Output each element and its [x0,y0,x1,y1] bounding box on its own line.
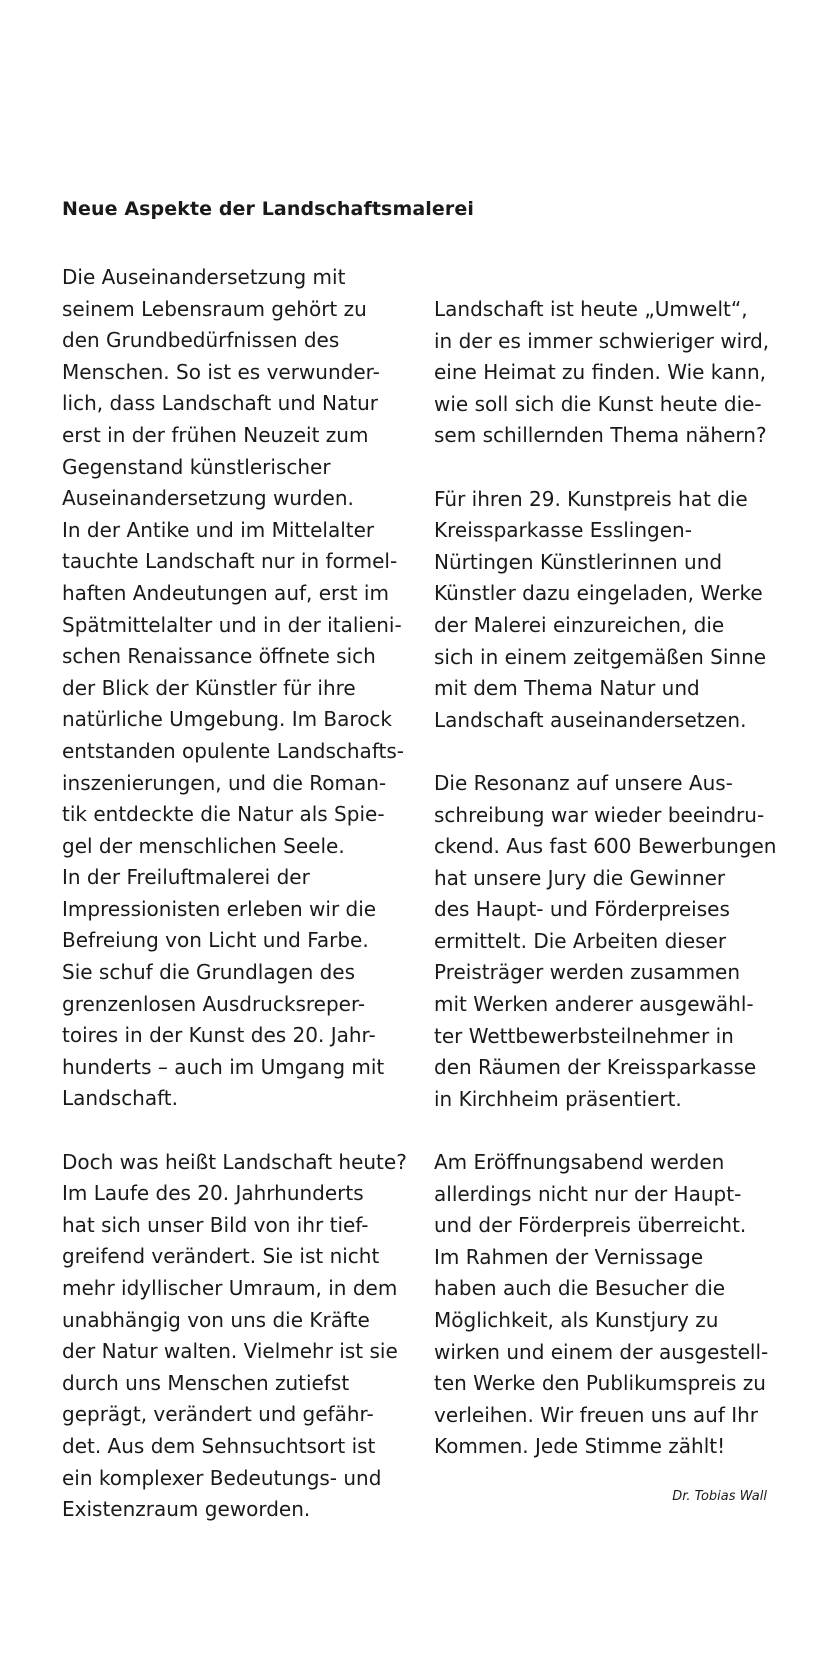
text-line: wirken und einem der ausgestell- [434,1339,769,1364]
paragraph-gap [434,736,774,768]
text-line: Am Eröffnungsabend werden [434,1150,725,1175]
text-line: Möglichkeit, als Kunstjury zu [434,1308,719,1332]
text-line: Kreissparkasse Esslingen- [434,518,692,543]
paragraph-gap [62,1115,402,1147]
text-line: ter Wettbewerbsteilnehmer in [434,1023,734,1048]
text-line: natürliche Umgebung. Im Barock [62,707,393,732]
text-line: Sie schuf die Grundlagen des [62,960,356,985]
text-line: verleihen. Wir freuen uns auf Ihr [434,1402,759,1427]
text-line: geprägt, verändert und gefähr- [62,1402,374,1427]
text-line: Spätmittelalter und in der italieni- [62,612,402,637]
text-line: Befreiung von Licht und Farbe. [62,928,369,953]
text-line: In der Freiluftmalerei der [62,865,310,890]
text-line: des Haupt- und Förderpreises [434,897,730,922]
text-line: seinem Lebensraum gehört zu [62,296,367,321]
text-line: Im Laufe des 20. Jahrhunderts [62,1181,364,1206]
text-line: grenzenlosen Ausdrucksreper- [62,991,366,1016]
text-line: hat sich unser Bild von ihr tief- [62,1212,369,1237]
text-line: toires in der Kunst des 20. Jahr- [62,1023,376,1048]
text-line: den Räumen der Kreissparkasse [434,1055,757,1080]
text-line: Die Resonanz auf unsere Aus- [434,770,733,795]
text-line: Die Auseinandersetzung mit [62,265,346,289]
text-line: mit dem Thema Natur und [434,676,700,701]
text-line: wie soll sich die Kunst heute die- [434,391,762,416]
text-line: Gegenstand künstlerischer [62,454,331,479]
text-line: den Grundbedürfnissen des [62,328,340,353]
text-line: Im Rahmen der Vernissage [434,1244,704,1269]
text-line: Preisträger werden zusammen [434,960,741,985]
text-line: unabhängig von uns die Kräfte [62,1307,370,1332]
text-line: haften Andeutungen auf, erst im [62,580,389,605]
text-line: lich, dass Landschaft und Natur [62,391,379,416]
text-line: entstanden opulente Landschafts- [62,738,404,763]
text-line: mehr idyllischer Umraum, in dem [62,1276,398,1300]
text-line: eine Heimat zu finden. Wie kann, [434,360,766,385]
text-line: ten Werke den Publikumspreis zu [434,1371,766,1396]
text-line: Doch was heißt Landschaft heute? [62,1149,407,1174]
text-line: und der Förderpreis überreicht. [434,1213,747,1238]
text-line: tauchte Landschaft nur in formel- [62,549,398,574]
text-line: schreibung war wieder beeindru- [434,802,765,827]
text-line: inszenierungen, und die Roman- [62,770,387,795]
text-line: Für ihren 29. Kunstpreis hat die [434,486,748,511]
left-text-column [62,262,407,1526]
text-line: ckend. Aus fast 600 Bewerbungen [434,834,777,859]
right-text-column [434,294,777,1463]
text-line: erst in der frühen Neuzeit zum [62,422,369,447]
text-line: Künstler dazu eingeladen, Werke [434,581,763,606]
text-line: Auseinandersetzung wurden. [62,486,354,511]
text-line: schen Renaissance öffnete sich [62,644,376,669]
paragraph-gap [434,452,774,484]
text-line: gel der menschlichen Seele. [62,833,345,858]
text-line: tik entdeckte die Natur als Spie- [62,802,385,827]
text-line: hat unsere Jury die Gewinner [434,865,726,890]
text-line: der Blick der Künstler für ihre [62,675,356,700]
paragraph-gap [434,1115,774,1147]
text-line: mit Werken anderer ausgewähl- [434,992,754,1017]
text-line: in Kirchheim präsentiert. [434,1086,682,1111]
text-line: Impressionisten erleben wir die [62,896,377,921]
text-line: durch uns Menschen zutiefst [62,1370,350,1395]
text-line: Landschaft. [62,1086,179,1111]
text-line: greifend verändert. Sie ist nicht [62,1244,380,1269]
text-line: Menschen. So ist es verwunder- [62,359,380,384]
text-line: Nürtingen Künstlerinnen und [434,549,723,574]
text-line: Landschaft auseinandersetzen. [434,707,747,732]
text-line: Existenzraum geworden. [62,1497,311,1522]
text-line: der Malerei einzureichen, die [434,612,725,637]
text-line: In der Antike und im Mittelalter [62,517,375,542]
text-line: Landschaft ist heute „Umwelt“, [434,297,748,321]
text-line: der Natur walten. Vielmehr ist sie [62,1339,398,1364]
text-line: Kommen. Jede Stimme zählt! [434,1434,726,1459]
page-heading: Neue Aspekte der Landschaftsmalerei [62,198,474,220]
text-line: sich in einem zeitgemäßen Sinne [434,644,767,669]
text-line: ein komplexer Bedeutungs- und [62,1465,382,1490]
text-line: sem schillernden Thema nähern? [434,423,767,448]
text-line: allerdings nicht nur der Haupt- [434,1181,742,1206]
text-line: haben auch die Besucher die [434,1276,726,1301]
text-line: hunderts – auch im Umgang mit [62,1054,385,1079]
text-line: in der es immer schwieriger wird, [434,328,770,353]
text-line: det. Aus dem Sehnsuchtsort ist [62,1433,376,1458]
text-line: ermittelt. Die Arbeiten dieser [434,928,727,953]
author-signature: Dr. Tobias Wall [672,1489,767,1504]
